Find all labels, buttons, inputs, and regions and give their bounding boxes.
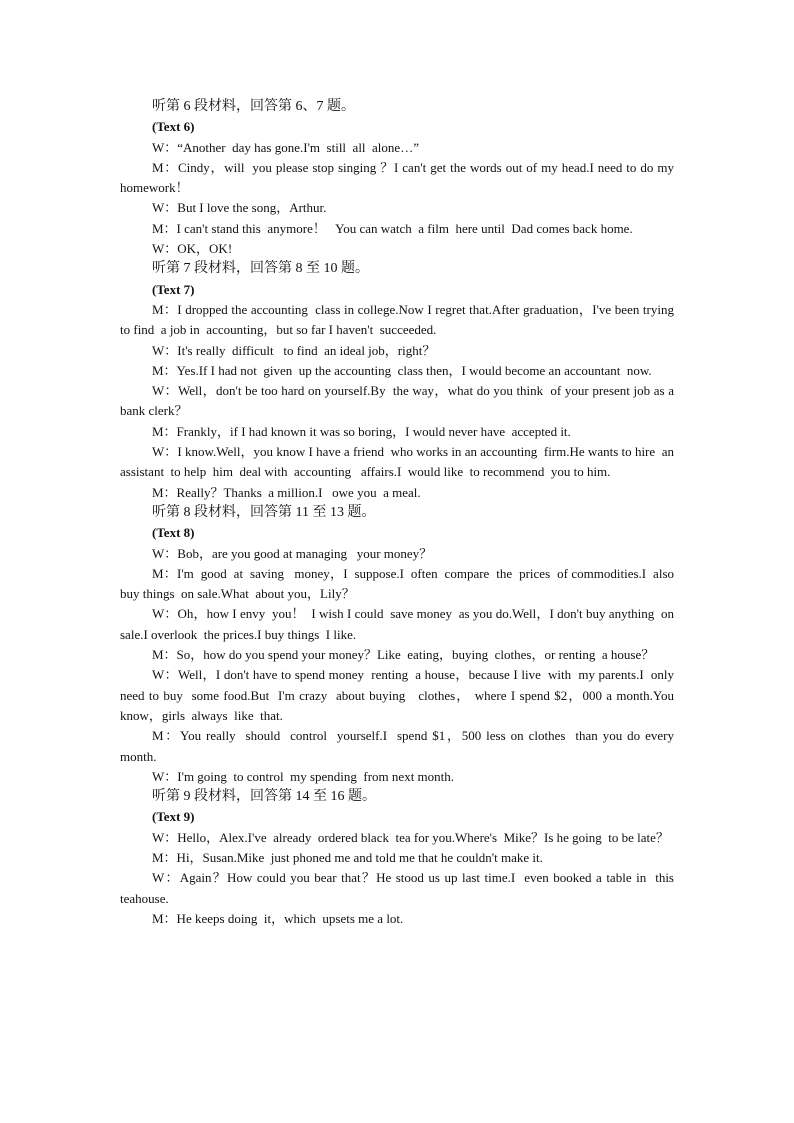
dialogue-line: W：Well，don't be too hard on yourself.By the way，what do you think of your present job as a bank clerk？	[120, 383, 678, 419]
dialogue-line: M：You really should control yourself.I spend $1，500 less on clothes than you do every month.	[120, 728, 681, 764]
dialogue-line: W：Oh，how I envy you！ I wish I could save money as you do.Well，I don't buy anything on sale.I overlook the prices.I buy things I like.	[120, 606, 678, 642]
dialogue-line: M：He keeps doing it，which upsets me a lot.	[152, 910, 404, 926]
text-label: (Text 7)	[152, 281, 195, 297]
dialogue-line: W：“Another day has gone.I'm still all alone…”	[152, 139, 419, 155]
dialogue-line: W：It's really difficult to find an ideal job，right？	[152, 342, 436, 358]
text-label: (Text 8)	[152, 525, 195, 541]
dialogue-line: M：Hi，Susan.Mike just phoned me and told me that he couldn't make it.	[152, 849, 543, 865]
dialogue-line: W：Again？How could you bear that？He stood us up last time.I even booked a table in this teahouse.	[120, 870, 681, 906]
dialogue-line: M：I dropped the accounting class in college.Now I regret that.After graduation，I've been trying to find a job in accounting，but so far I haven't succeeded.	[120, 301, 681, 338]
text-label: (Text 6)	[152, 119, 195, 135]
section-heading: 听第 7 段材料，回答第 8 至 10 题。	[152, 261, 369, 277]
dialogue-line: M：I can't stand this anymore！ You can watch a film here until Dad comes back home.	[152, 220, 633, 236]
dialogue-line: W：I'm going to control my spending from next month.	[152, 768, 455, 784]
dialogue-line: W：But I love the song，Arthur.	[152, 200, 327, 216]
dialogue-line: M：So，how do you spend your money？Like eating，buying clothes，or renting a house？	[152, 647, 655, 663]
dialogue-line: W：OK，OK!	[152, 241, 233, 257]
dialogue-line: W：Bob，are you good at managing your money？	[152, 545, 433, 561]
dialogue-line: M：I'm good at saving money，I suppose.I often compare the prices of commodities.I also buy things on sale.What about you，Lily？	[120, 565, 678, 602]
section-heading: 听第 6 段材料，回答第 6、7 题。	[152, 99, 355, 114]
dialogue-line: W：Well，I don't have to spend money renting a house，because I live with my parents.I only need to buy some food.But I'm crazy about buying clothes， where I spend $2，000 a month.You know，girls always like that.	[120, 667, 681, 723]
section-heading: 听第 9 段材料，回答第 14 至 16 题。	[152, 789, 376, 805]
dialogue-line: W：I know.Well，you know I have a friend who works in an accounting firm.He wants to hire an assistant to help him deal with accounting affairs.I would like to recommend you to him.	[120, 444, 678, 480]
dialogue-line: M：Cindy，will you please stop singing ？I can't get the words out of my head.I need to do my homework！	[120, 159, 678, 196]
dialogue-line: M：Yes.If I had not given up the accounting class then，I would become an accountant now.	[152, 362, 652, 378]
text-label: (Text 9)	[152, 809, 195, 825]
section-heading: 听第 8 段材料，回答第 11 至 13 题。	[152, 504, 376, 520]
dialogue-line: M：Really？Thanks a million.I owe you a meal.	[152, 484, 421, 500]
dialogue-line: W：Hello，Alex.I've already ordered black tea for you.Where's Mike？Is he going to be late？	[152, 829, 669, 845]
dialogue-line: M：Frankly，if I had known it was so boring，I would never have accepted it.	[152, 423, 571, 439]
document-page	[120, 97, 681, 929]
